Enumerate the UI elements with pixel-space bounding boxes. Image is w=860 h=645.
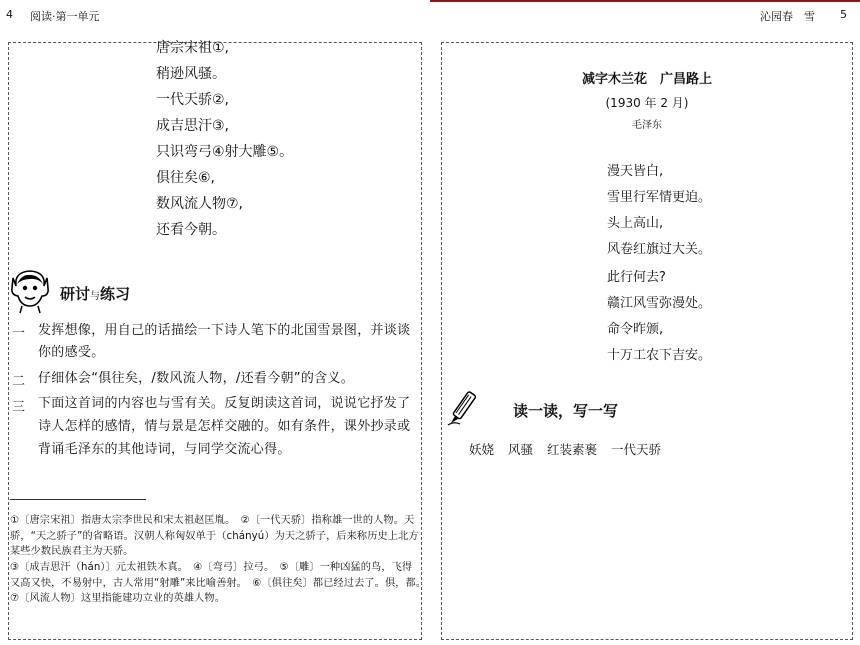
footnote-paragraph: ①〔唐宗宋祖〕指唐太宗李世民和宋太祖赵匡胤。 ②〔一代天骄〕指称雄一世的人物。天骄，“天之骄子”的省略语。汉朝人称匈奴单于（chányú）为天之骄子，后来称历史上北方某些少数民族君主为天骄。 [10,515,419,557]
poem-line: 唐宗宋祖①, [156,40,230,56]
poem-stanza-1 [607,159,711,263]
poem-line: 风卷红旗过大关。 [607,242,712,257]
footnote-divider [10,499,146,500]
poem-date: (1930 年 2 月) [605,96,689,110]
poem-line: 命令昨颁, [607,322,664,337]
left-poem-continuation [156,35,293,243]
left-page-number: 4 [6,8,13,21]
exercise-section-title [60,283,130,304]
poem-title: 减字木兰花 广昌路上 [581,72,712,87]
vocab-word: 红装素裹 [547,442,598,457]
poem-line: 一代天骄②, [156,92,230,108]
exercise-number: 三 [12,400,26,415]
poem-line: 十万工农下吉安。 [607,348,712,363]
exercise-text: 发挥想像，用自己的话描绘一下诗人笔下的北国雪景图，并谈谈你的感受。 [38,323,411,360]
poem-line: 成吉思汗③, [156,118,230,134]
section-title-main: 研讨 [60,285,91,303]
right-page-number: 5 [840,8,847,21]
footnote-paragraph: ③〔成吉思汗（hán）〕元太祖铁木真。 ④〔弯弓〕拉弓。 ⑤〔雕〕一种凶猛的鸟，飞得又高又快，不易射中，古人常用“射雕”来比喻善射。 ⑥〔俱往矣〕都已经过去了。俱，都。 ⑦〔风流人物〕这里指能建功立业的英雄人物。 [10,562,432,604]
poem-stanza-2 [607,265,711,369]
poem-line: 只识弯弓④射大雕⑤。 [156,144,294,160]
poem-line: 漫天皆白, [607,164,664,179]
vocab-word: 风骚 [508,442,534,457]
poem-line: 头上高山, [607,216,664,231]
section-title-tail: 练习 [100,285,131,303]
poem-line: 俱往矣⑥, [156,170,216,186]
exercise-number: 一 [12,326,26,341]
right-header-title: 沁园春 雪 [760,10,815,23]
exercise-text: 仔细体会“俱往矣，/数风流人物，/还看今朝”的含义。 [38,371,355,386]
poem-line: 赣江风雪弥漫处。 [607,296,712,311]
poem-line: 此行何去? [607,270,666,285]
vocab-word: 一代天骄 [611,442,662,457]
read-write-section-title: 读一读，写一写 [513,402,619,420]
pen-icon [446,389,482,427]
vocabulary-words [469,440,661,458]
poem-author: 毛泽东 [632,120,662,131]
vocab-word: 妖娆 [469,442,495,457]
left-header-title: 阅读·第一单元 [30,10,100,23]
poem-line: 雪里行军情更迫。 [607,190,712,205]
poem-line: 还看今朝。 [156,222,226,238]
section-title-joiner: 与 [90,291,101,302]
exercise-text: 下面这首词的内容也与雪有关。反复朗读这首词，说说它抒发了诗人怎样的感情，情与景是怎样交融的。如有条件，课外抄录或背诵毛泽东的其他诗词，与同学交流心得。 [38,396,411,457]
right-header-rule [430,0,860,2]
student-icon [8,266,52,314]
poem-line: 稍逊风骚。 [156,66,226,82]
exercise-number: 二 [12,374,26,389]
poem-line: 数风流人物⑦, [156,196,244,212]
